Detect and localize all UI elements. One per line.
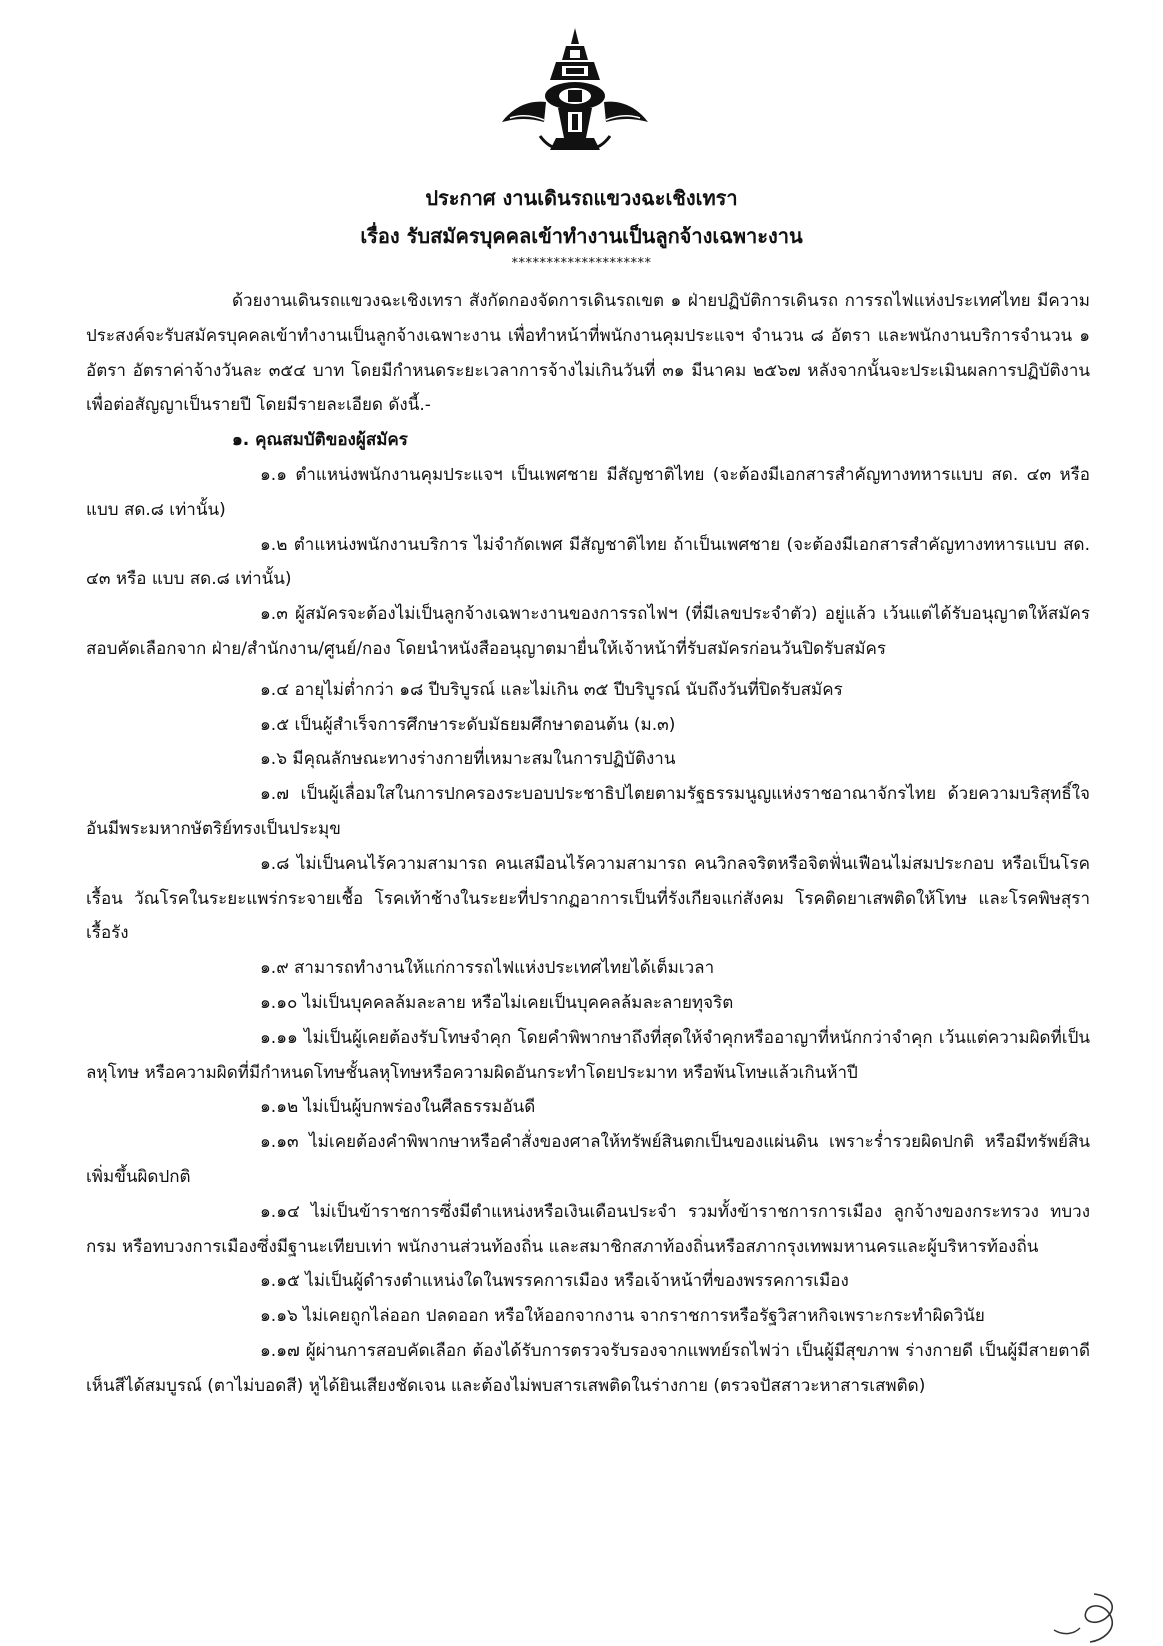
- handwritten-signature-icon: [1034, 1590, 1124, 1646]
- section-title: ๑. คุณสมบัติของผู้สมัคร: [232, 430, 408, 451]
- list-item: ๑.๑๓ ไม่เคยต้องคำพิพากษาหรือคำสั่งของศาลให้ทรัพย์สินตกเป็นของแผ่นดิน เพราะร่ำรวยผิดปกติ หรือมีทรัพย์สินเพิ่มขึ้นผิดปกติ: [86, 1132, 1090, 1187]
- list-item: ๑.๑ ตำแหน่งพนักงานคุมประแจฯ เป็นเพศชาย มีสัญชาติไทย (จะต้องมีเอกสารสำคัญทางทหารแบบ สด. ๔๓ หรือ แบบ สด.๘ เท่านั้น): [86, 464, 1090, 520]
- title-separator: ********************: [511, 256, 652, 271]
- document-body: [86, 284, 1090, 1404]
- state-railway-emblem-icon: [500, 26, 650, 158]
- list-item: ๑.๑๗ ผู้ผ่านการสอบคัดเลือก ต้องได้รับการตรวจรับรองจากแพทย์รถไฟว่า เป็นผู้มีสุขภาพ ร่างกายดี เป็นผู้มีสายตาดี เห็นสีได้สมบูรณ์ (ตาไม่บอดสี) หูได้ยินเสียงชัดเจน และต้องไม่พบสารเสพติดในร่างกาย (ตรวจปัสสาวะหาสารเสพติด): [86, 1340, 1090, 1396]
- list-item: ๑.๑๑ ไม่เป็นผู้เคยต้องรับโทษจำคุก โดยคำพิพากษาถึงที่สุดให้จำคุกหรืออาญาที่หนักกว่าจำคุก เว้นแต่ความผิดที่เป็นลหุโทษ หรือความผิดที่มีกำหนดโทษชั้นลหุโทษหรือความผิดอันกระทำโดยประมาท หรือพ้นโทษแล้วเกินห้าปี: [86, 1027, 1090, 1083]
- list-item: ๑.๒ ตำแหน่งพนักงานบริการ ไม่จำกัดเพศ มีสัญชาติไทย ถ้าเป็นเพศชาย (จะต้องมีเอกสารสำคัญทางทหารแบบ สด. ๔๓ หรือ แบบ สด.๘ เท่านั้น): [86, 534, 1090, 590]
- list-item: ๑.๗ เป็นผู้เลื่อมใสในการปกครองระบอบประชาธิปไตยตามรัฐธรรมนูญแห่งราชอาณาจักรไทย ด้วยความบริสุทธิ์ใจ อันมีพระมหากษัตริย์ทรงเป็นประมุข: [86, 784, 1090, 839]
- list-item: ๑.๙ สามารถทำงานให้แก่การรถไฟแห่งประเทศไทยได้เต็มเวลา: [260, 958, 715, 979]
- list-item: ๑.๓ ผู้สมัครจะต้องไม่เป็นลูกจ้างเฉพาะงานของการรถไฟฯ (ที่มีเลขประจำตัว) อยู่แล้ว เว้นแต่ได้รับอนุญาตให้สมัครสอบคัดเลือกจาก ฝ่าย/สำนักงาน/ศูนย์/กอง โดยนำหนังสืออนุญาตมายื่นให้เจ้าหน้าที่รับสมัครก่อนวันปิดรับสมัคร: [86, 604, 1090, 659]
- list-item: ๑.๑๒ ไม่เป็นผู้บกพร่องในศีลธรรมอันดี: [260, 1097, 536, 1118]
- announcement-title: ประกาศ งานเดินรถแขวงฉะเชิงเทรา: [425, 186, 738, 210]
- list-item: ๑.๘ ไม่เป็นคนไร้ความสามารถ คนเสมือนไร้ความสามารถ คนวิกลจริตหรือจิตฟั่นเฟือนไม่สมประกอบ หรือเป็นโรคเรื้อน วัณโรคในระยะแพร่กระจายเชื้อ โรคเท้าช้างในระยะที่ปรากฏอาการเป็นที่รังเกียจแก่สังคม โรคติดยาเสพติดให้โทษ และโรคพิษสุราเรื้อรัง: [86, 853, 1090, 944]
- list-item: ๑.๕ เป็นผู้สำเร็จการศึกษาระดับมัธยมศึกษาตอนต้น (ม.๓): [260, 714, 676, 735]
- list-item: ๑.๑๕ ไม่เป็นผู้ดำรงตำแหน่งใดในพรรคการเมือง หรือเจ้าหน้าที่ของพรรคการเมือง: [260, 1271, 849, 1292]
- list-item: ๑.๑๐ ไม่เป็นบุคคลล้มละลาย หรือไม่เคยเป็นบุคคลล้มละลายทุจริต: [260, 992, 734, 1013]
- list-item: ๑.๑๔ ไม่เป็นข้าราชการซึ่งมีตำแหน่งหรือเงินเดือนประจำ รวมทั้งข้าราชการการเมือง ลูกจ้างของกระทรวง ทบวง กรม หรือทบวงการเมืองซึ่งมีฐานะเทียบเท่า พนักงานส่วนท้องถิ่น และสมาชิกสภาท้องถิ่นหรือสภากรุงเทพมหานครและผู้บริหารท้องถิ่น: [86, 1201, 1090, 1257]
- intro-paragraph: ด้วยงานเดินรถแขวงฉะเชิงเทรา สังกัดกองจัดการเดินรถเขต ๑ ฝ่ายปฏิบัติการเดินรถ การรถไฟแห่งประเทศไทย มีความประสงค์จะรับสมัครบุคคลเข้าทำงานเป็นลูกจ้างเฉพาะงาน เพื่อทำหน้าที่พนักงานคุมประแจฯ จำนวน ๘ อัตรา และพนักงานบริการจำนวน ๑ อัตรา อัตราค่าจ้างวันละ ๓๕๔ บาท โดยมีกำหนดระยะเวลาการจ้างไม่เกินวันที่ ๓๑ มีนาคม ๒๕๖๗ หลังจากนั้นจะประเมินผลการปฏิบัติงานเพื่อต่อสัญญาเป็นรายปี โดยมีรายละเอียด ดังนี้.-: [86, 291, 1090, 416]
- list-item: ๑.๖ มีคุณลักษณะทางร่างกายที่เหมาะสมในการปฏิบัติงาน: [260, 749, 676, 770]
- announcement-subject: เรื่อง รับสมัครบุคคลเข้าทำงานเป็นลูกจ้างเฉพาะงาน: [360, 224, 803, 248]
- list-item: ๑.๑๖ ไม่เคยถูกไล่ออก ปลดออก หรือให้ออกจากงาน จากราชการหรือรัฐวิสาหกิจเพราะกระทำผิดวินัย: [260, 1306, 985, 1327]
- list-item: ๑.๔ อายุไม่ต่ำกว่า ๑๘ ปีบริบูรณ์ และไม่เกิน ๓๕ ปีบริบูรณ์ นับถึงวันที่ปิดรับสมัคร: [260, 679, 843, 700]
